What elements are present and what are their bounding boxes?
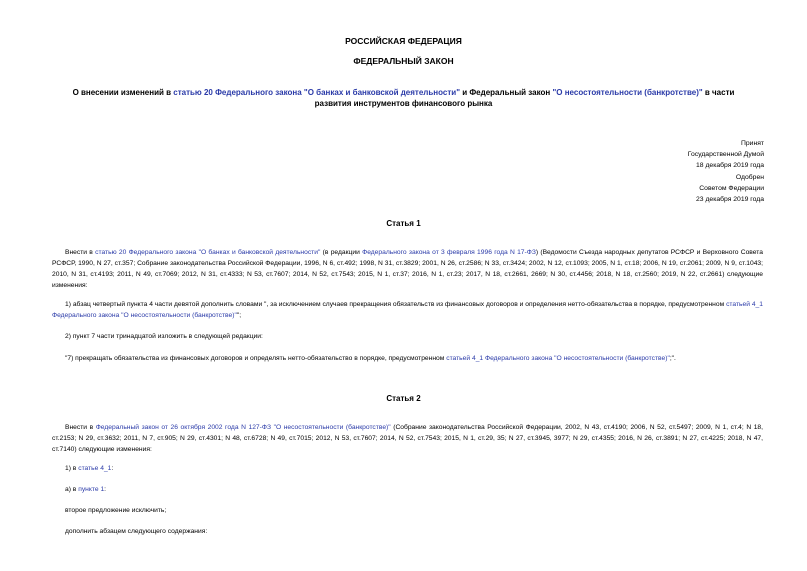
article-1-intro: Внести в статью 20 Федерального закона "О банках и банковской деятельности" (в редакции Федерального закона от 3 февраля 1996 года N 17-ФЗ) (Ведомости Съезда народных депутатов РСФСР и Верховного Совета РСФСР, 1990, N 27, ст.357; Собрание законодательства Российской Федерации, 1996, N 6, ст.492; 1998, N 31, ст.3829; 2001, N 26, ст.2586; N 33, ст.3424; 2002, N 12, ст.1093; 2005, N 1, ст.18; 2006, N 19, ст.2061; 2009, N 9, ст.1043; 2010, N 31, ст.4193; 2011, N 49, ст.7069; 2012, N 31, ст.4333; N 53, ст.7607; 2014, N 52, ст.7543; 2015, N 1, ст.37; 2016, N 1, ст.23; 2017, N 18, ст.2661, 2669; N 30, ст.4456; 2018, N 18, ст.2560; 2019, N 22, ст.2661) следующие изменения:	[52, 249, 763, 289]
link-punkt-1[interactable]: пункте 1	[78, 486, 105, 493]
article-1-item-1: 1) абзац четвертый пункта 4 части девятой дополнить словами ", за исключением случаев прекращения обязательств из финансовых договоров и определения нетто-обязательства в порядке, предусмотренном статьей 4_1 Федерального закона "О несостоятельности (банкротстве)"";	[52, 301, 763, 319]
link-article-4-1-b[interactable]: статьей 4_1 Федерального закона "О несостоятельности (банкротстве)"	[446, 355, 670, 362]
law-title: О внесении изменений в статью 20 Федерального закона "О банках и банковской деятельности" и Федеральный закон "О несостоятельности (банкротстве)" в части развития инструментов финансового рынка	[72, 88, 735, 108]
link-statya-4-1[interactable]: статье 4_1	[78, 465, 112, 472]
link-law-127fz[interactable]: Федеральный закон от 26 октября 2002 года N 127-ФЗ "О несостоятельности (банкротстве)"	[95, 424, 391, 431]
article-1-heading: Статья 1	[386, 219, 421, 228]
acceptance-block: Принят Государственной Думой 18 декабря 2019 года Одобрен Советом Федерации 23 декабря 2019 года	[687, 140, 764, 204]
title-link-bankruptcy-law[interactable]: "О несостоятельности (банкротстве)"	[552, 88, 703, 97]
article-2-heading: Статья 2	[386, 394, 421, 403]
title-link-article-20[interactable]: статью 20 Федерального закона "О банках и банковской деятельности"	[173, 88, 460, 97]
country-heading: РОССИЙСКАЯ ФЕДЕРАЦИЯ	[345, 36, 462, 46]
article-2-item-a: а) в пункте 1:	[65, 486, 107, 493]
article-2-item-b: второе предложение исключить;	[65, 507, 167, 514]
link-law-17fz[interactable]: Федерального закона от 3 февраля 1996 года N 17-ФЗ	[362, 249, 536, 256]
article-2-intro: Внести в Федеральный закон от 26 октября 2002 года N 127-ФЗ "О несостоятельности (банкротстве)" (Собрание законодательства Российской Федерации, 2002, N 43, ст.4190; 2006, N 52, ст.5497; 2009, N 1, ст.4; N 18, ст.2153; N 29, ст.3632; 2011, N 7, ст.905; N 29, ст.4301; N 48, ст.6728; N 49, ст.7015; 2012, N 53, ст.7607; 2014, N 52, ст.7543; 2015, N 1, ст.29, 35; N 27, ст.3945, 3977; N 29, ст.4355; 2016, N 26, ст.3891; N 27, ст.4225; 2018, N 47, ст.7140) следующие изменения:	[52, 424, 764, 453]
article-1-item-2: 2) пункт 7 части тринадцатой изложить в следующей редакции:	[65, 333, 263, 340]
article-1-item-3: "7) прекращать обязательства из финансовых договоров и определять нетто-обязательство в порядке, предусмотренном статьей 4_1 Федерального закона "О несостоятельности (банкротстве)";".	[65, 355, 676, 362]
link-article-20[interactable]: статью 20 Федерального закона "О банках и банковской деятельности"	[95, 249, 321, 256]
doc-type-heading: ФЕДЕРАЛЬНЫЙ ЗАКОН	[353, 56, 454, 66]
article-2-item-c: дополнить абзацем следующего содержания:	[65, 528, 208, 535]
article-2-item-1: 1) в статье 4_1:	[65, 465, 114, 472]
link-article-4-1[interactable]: статьей 4_1 Федерального закона "О несостоятельности (банкротстве)"	[52, 301, 763, 319]
